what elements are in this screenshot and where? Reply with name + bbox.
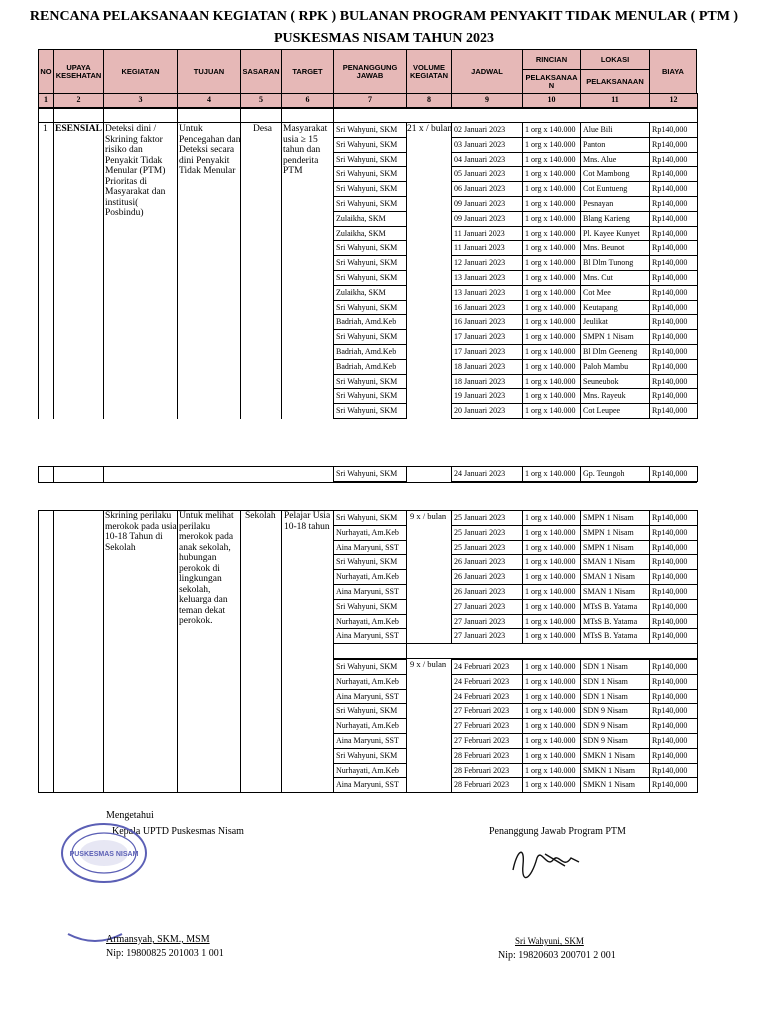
grid-line xyxy=(53,510,54,793)
target-pelajar: Pelajar Usia 10-18 tahun xyxy=(284,511,331,532)
row-number: 1 xyxy=(43,124,48,134)
grid-line xyxy=(697,466,698,482)
data-row-cell: 1 org x 140.000 xyxy=(522,466,581,482)
grid-line xyxy=(281,108,282,419)
data-row-cell: 1 org x 140.000 xyxy=(522,599,581,615)
data-row-cell: SDN 9 Nisam xyxy=(580,733,650,749)
data-row-cell: Sri Wahyuni, SKM xyxy=(333,240,407,256)
data-row-cell: Rp140,000 xyxy=(649,240,698,256)
grid-line xyxy=(103,466,104,482)
data-row-cell: MTsS B. Yatama xyxy=(580,628,650,644)
data-row-cell: 1 org x 140.000 xyxy=(522,748,581,764)
data-row-cell: 1 org x 140.000 xyxy=(522,703,581,719)
stamp-text: PUSKESMAS NISAM xyxy=(69,851,139,858)
data-row-cell: Rp140,000 xyxy=(649,614,698,630)
data-row-cell: Rp140,000 xyxy=(649,388,698,404)
data-row-cell: Rp140,000 xyxy=(649,554,698,570)
kepala-title: Kepala UPTD Puskesmas Nisam xyxy=(112,826,244,837)
data-row-cell: 02 Januari 2023 xyxy=(451,122,523,138)
data-row-cell: Badriah, Amd.Keb xyxy=(333,359,407,375)
data-row-cell: 19 Januari 2023 xyxy=(451,388,523,404)
data-row-cell: 1 org x 140.000 xyxy=(522,689,581,705)
volume-kegiatan: 9 x / bulan xyxy=(410,511,447,521)
column-number: 2 xyxy=(53,93,104,108)
data-row-cell: Sri Wahyuni, SKM xyxy=(333,329,407,345)
data-row-cell: 27 Februari 2023 xyxy=(451,733,523,749)
data-row-cell: 17 Januari 2023 xyxy=(451,344,523,360)
data-row-cell: Pesnayan xyxy=(580,196,650,212)
data-row-cell: Nurhayati, Am.Keb xyxy=(333,718,407,734)
data-row-cell: Sri Wahyuni, SKM xyxy=(333,166,407,182)
data-row-cell: Rp140,000 xyxy=(649,344,698,360)
data-row-cell: SDN 1 Nisam xyxy=(580,689,650,705)
data-row-cell: 09 Januari 2023 xyxy=(451,211,523,227)
grid-line xyxy=(38,122,697,123)
grid-line xyxy=(38,108,697,109)
data-row-cell: Rp140,000 xyxy=(649,255,698,271)
data-row-cell: Badriah, Amd.Keb xyxy=(333,314,407,330)
data-row-cell: Aina Maryuni, SST xyxy=(333,777,407,793)
data-row-cell: 06 Januari 2023 xyxy=(451,181,523,197)
empty-row xyxy=(333,643,698,659)
data-row-cell: Cot Mambong xyxy=(580,166,650,182)
data-row-cell: Keutapang xyxy=(580,300,650,316)
data-row-cell: SDN 1 Nisam xyxy=(580,674,650,690)
data-row-cell: MTsS B. Yatama xyxy=(580,614,650,630)
data-row-cell: Nurhayati, Am.Keb xyxy=(333,525,407,541)
data-row-cell: Sri Wahyuni, SKM xyxy=(333,554,407,570)
data-row-cell: 27 Februari 2023 xyxy=(451,703,523,719)
column-number: 1 xyxy=(38,93,54,108)
grid-line xyxy=(177,510,178,793)
data-row-cell: 1 org x 140.000 xyxy=(522,166,581,182)
official-stamp xyxy=(58,820,150,886)
data-row-cell: 27 Februari 2023 xyxy=(451,718,523,734)
header-biaya: BIAYA xyxy=(649,49,697,94)
data-row-cell: SMPN 1 Nisam xyxy=(580,329,650,345)
data-row-cell: Rp140,000 xyxy=(649,137,698,153)
pj-nip: Nip: 19820603 200701 2 001 xyxy=(498,950,616,961)
data-row-cell: 1 org x 140.000 xyxy=(522,659,581,675)
column-number: 7 xyxy=(333,93,407,108)
data-row-cell: Rp140,000 xyxy=(649,689,698,705)
data-row-cell: 18 Januari 2023 xyxy=(451,359,523,375)
data-row-cell: Rp140,000 xyxy=(649,510,698,526)
data-row-cell: Bl Dlm Geeneng xyxy=(580,344,650,360)
data-row-cell: Rp140,000 xyxy=(649,300,698,316)
header-rincian: RINCIAN xyxy=(522,49,581,70)
data-row-cell: 24 Februari 2023 xyxy=(451,689,523,705)
document-title: RENCANA PELAKSANAAN KEGIATAN ( RPK ) BULANAN PROGRAM PENYAKIT TIDAK MENULAR ( PTM ) xyxy=(29,9,739,24)
data-row-cell: Cot Mee xyxy=(580,285,650,301)
tujuan-pencegahan: Untuk Pencegahan dan Deteksi secara dini Penyakit Tidak Menular xyxy=(179,124,241,176)
column-number: 5 xyxy=(240,93,282,108)
data-row-cell: 25 Januari 2023 xyxy=(451,510,523,526)
header-rincian-pelaksanaan: PELAKSANAA N xyxy=(522,69,581,94)
grid-line xyxy=(697,510,698,793)
data-row-cell: 1 org x 140.000 xyxy=(522,255,581,271)
data-row-cell: 1 org x 140.000 xyxy=(522,584,581,600)
data-row-cell: Sri Wahyuni, SKM xyxy=(333,196,407,212)
data-row-cell: 27 Januari 2023 xyxy=(451,614,523,630)
data-row-cell: Rp140,000 xyxy=(649,525,698,541)
column-number: 3 xyxy=(103,93,178,108)
data-row-cell: 1 org x 140.000 xyxy=(522,240,581,256)
grid-line xyxy=(103,108,104,419)
data-row-cell: 1 org x 140.000 xyxy=(522,510,581,526)
data-row-cell: 1 org x 140.000 xyxy=(522,569,581,585)
data-row-cell: 26 Januari 2023 xyxy=(451,554,523,570)
data-row-cell: Sri Wahyuni, SKM xyxy=(333,748,407,764)
data-row-cell: Rp140,000 xyxy=(649,733,698,749)
data-row-cell: Aina Maryuni, SST xyxy=(333,689,407,705)
data-row-cell: 18 Januari 2023 xyxy=(451,374,523,390)
data-row-cell: Bl Dlm Tunong xyxy=(580,255,650,271)
data-row-cell: Rp140,000 xyxy=(649,584,698,600)
data-row-cell: 1 org x 140.000 xyxy=(522,285,581,301)
data-row-cell: MTsS B. Yatama xyxy=(580,599,650,615)
data-row-cell: 16 Januari 2023 xyxy=(451,300,523,316)
kepala-nip: Nip: 19800825 201003 1 001 xyxy=(106,948,224,959)
data-row-cell: Badriah, Amd.Keb xyxy=(333,344,407,360)
grid-line xyxy=(281,510,282,793)
grid-line xyxy=(38,108,39,419)
kepala-name: Armansyah, SKM., MSM xyxy=(106,934,210,945)
volume-kegiatan: 21 x / bulan xyxy=(407,124,453,134)
data-row-cell: Rp140,000 xyxy=(649,359,698,375)
data-row-cell: Sri Wahyuni, SKM xyxy=(333,300,407,316)
data-row-cell: 26 Januari 2023 xyxy=(451,569,523,585)
header-no: NO xyxy=(38,49,54,94)
data-row-cell: 1 org x 140.000 xyxy=(522,777,581,793)
data-row-cell: Rp140,000 xyxy=(649,599,698,615)
data-row-cell: 20 Januari 2023 xyxy=(451,403,523,419)
data-row-cell: Zulaikha, SKM xyxy=(333,226,407,242)
upaya-kesehatan: ESENSIAL xyxy=(55,124,102,134)
data-row-cell: 04 Januari 2023 xyxy=(451,152,523,168)
column-number: 11 xyxy=(580,93,650,108)
data-row-cell: 16 Januari 2023 xyxy=(451,314,523,330)
data-row-cell: 13 Januari 2023 xyxy=(451,270,523,286)
data-row-cell: Nurhayati, Am.Keb xyxy=(333,763,407,779)
data-row-cell: Sri Wahyuni, SKM xyxy=(333,270,407,286)
sasaran-sekolah: Sekolah xyxy=(245,511,276,521)
data-row-cell: Sri Wahyuni, SKM xyxy=(333,122,407,138)
header-lokasi-pelaksanaan: PELAKSANAAN xyxy=(580,69,650,94)
data-row-cell: Rp140,000 xyxy=(649,152,698,168)
data-row-cell: 27 Januari 2023 xyxy=(451,599,523,615)
data-row-cell: 1 org x 140.000 xyxy=(522,314,581,330)
column-number: 9 xyxy=(451,93,523,108)
data-row-cell: Rp140,000 xyxy=(649,763,698,779)
data-row-cell: 28 Februari 2023 xyxy=(451,777,523,793)
data-row-cell: 1 org x 140.000 xyxy=(522,181,581,197)
data-row-cell: Sri Wahyuni, SKM xyxy=(333,599,407,615)
data-row-cell: Rp140,000 xyxy=(649,196,698,212)
header-sasaran: SASARAN xyxy=(240,49,282,94)
data-row-cell: Rp140,000 xyxy=(649,270,698,286)
grid-line xyxy=(53,466,54,482)
data-row-cell: Rp140,000 xyxy=(649,569,698,585)
data-row-cell: 09 Januari 2023 xyxy=(451,196,523,212)
signature-scribble xyxy=(505,840,585,885)
data-row-cell: 24 Februari 2023 xyxy=(451,674,523,690)
data-row-cell: Rp140,000 xyxy=(649,718,698,734)
data-row-cell: 28 Februari 2023 xyxy=(451,748,523,764)
grid-line xyxy=(240,510,241,793)
data-row-cell: SMKN 1 Nisam xyxy=(580,763,650,779)
data-row-cell: Rp140,000 xyxy=(649,466,698,482)
data-row-cell: 25 Januari 2023 xyxy=(451,540,523,556)
grid-line xyxy=(38,466,697,467)
grid-line xyxy=(38,792,697,793)
grid-line xyxy=(333,108,334,419)
header-upaya: UPAYA KESEHATAN xyxy=(53,49,104,94)
data-row-cell: Paloh Mambu xyxy=(580,359,650,375)
data-row-cell: SMKN 1 Nisam xyxy=(580,748,650,764)
data-row-cell: Sri Wahyuni, SKM xyxy=(333,466,407,482)
data-row-cell: SDN 9 Nisam xyxy=(580,703,650,719)
data-row-cell: 1 org x 140.000 xyxy=(522,374,581,390)
data-row-cell: Rp140,000 xyxy=(649,628,698,644)
data-row-cell: 13 Januari 2023 xyxy=(451,285,523,301)
data-row-cell: Pl. Kayee Kunyet xyxy=(580,226,650,242)
data-row-cell: Cot Euntueng xyxy=(580,181,650,197)
data-row-cell: Rp140,000 xyxy=(649,166,698,182)
data-row-cell: Rp140,000 xyxy=(649,403,698,419)
data-row-cell: Rp140,000 xyxy=(649,659,698,675)
data-row-cell: 27 Januari 2023 xyxy=(451,628,523,644)
data-row-cell: Rp140,000 xyxy=(649,122,698,138)
grid-line xyxy=(38,466,39,482)
grid-line xyxy=(103,510,104,793)
data-row-cell: Sri Wahyuni, SKM xyxy=(333,388,407,404)
data-row-cell: Sri Wahyuni, SKM xyxy=(333,703,407,719)
data-row-cell: SMAN 1 Nisam xyxy=(580,584,650,600)
data-row-cell: SDN 1 Nisam xyxy=(580,659,650,675)
grid-line xyxy=(333,510,334,793)
data-row-cell: Sri Wahyuni, SKM xyxy=(333,374,407,390)
data-row-cell: Rp140,000 xyxy=(649,374,698,390)
header-kegiatan: KEGIATAN xyxy=(103,49,178,94)
data-row-cell: Sri Wahyuni, SKM xyxy=(333,255,407,271)
data-row-cell: Blang Karieng xyxy=(580,211,650,227)
grid-line xyxy=(177,108,178,419)
data-row-cell: 1 org x 140.000 xyxy=(522,137,581,153)
column-number: 10 xyxy=(522,93,581,108)
data-row-cell: 25 Januari 2023 xyxy=(451,525,523,541)
data-row-cell: 03 Januari 2023 xyxy=(451,137,523,153)
header-lokasi: LOKASI xyxy=(580,49,650,70)
data-row-cell: Nurhayati, Am.Keb xyxy=(333,674,407,690)
column-number: 6 xyxy=(281,93,334,108)
data-row-cell: 1 org x 140.000 xyxy=(522,733,581,749)
sasaran-desa: Desa xyxy=(253,124,272,134)
data-row-cell: 1 org x 140.000 xyxy=(522,628,581,644)
header-volume: VOLUME KEGIATAN xyxy=(406,49,452,94)
data-row-cell: 17 Januari 2023 xyxy=(451,329,523,345)
data-row-cell: 1 org x 140.000 xyxy=(522,388,581,404)
data-row-cell: 1 org x 140.000 xyxy=(522,300,581,316)
grid-line xyxy=(38,510,39,793)
data-row-cell: SMKN 1 Nisam xyxy=(580,777,650,793)
data-row-cell: Rp140,000 xyxy=(649,674,698,690)
data-row-cell: Rp140,000 xyxy=(649,181,698,197)
data-row-cell: Zulaikha, SKM xyxy=(333,285,407,301)
pj-title: Penanggung Jawab Program PTM xyxy=(489,826,626,837)
data-row-cell: Rp140,000 xyxy=(649,540,698,556)
data-row-cell: SMAN 1 Nisam xyxy=(580,569,650,585)
data-row-cell: Sri Wahyuni, SKM xyxy=(333,659,407,675)
data-row-cell: Nurhayati, Am.Keb xyxy=(333,569,407,585)
data-row-cell: Jeulikat xyxy=(580,314,650,330)
column-number: 8 xyxy=(406,93,452,108)
data-row-cell: SMPN 1 Nisam xyxy=(580,525,650,541)
data-row-cell: 1 org x 140.000 xyxy=(522,718,581,734)
data-row-cell: 1 org x 140.000 xyxy=(522,525,581,541)
header-target: TARGET xyxy=(281,49,334,94)
data-row-cell: 11 Januari 2023 xyxy=(451,240,523,256)
data-row-cell: 1 org x 140.000 xyxy=(522,359,581,375)
data-row-cell: Mns. Rayeuk xyxy=(580,388,650,404)
kegiatan-deteksi-dini: Deteksi dini / Skrining faktor risiko dan Penyakit Tidak Menular (PTM) Prioritas di Masyarakat dan institusi( Posbindu) xyxy=(105,124,166,218)
data-row-cell: Sri Wahyuni, SKM xyxy=(333,152,407,168)
data-row-cell: 1 org x 140.000 xyxy=(522,329,581,345)
data-row-cell: Rp140,000 xyxy=(649,329,698,345)
data-row-cell: Rp140,000 xyxy=(649,226,698,242)
data-row-cell: 1 org x 140.000 xyxy=(522,226,581,242)
data-row-cell: Sri Wahyuni, SKM xyxy=(333,403,407,419)
data-row-cell: Aina Maryuni, SST xyxy=(333,733,407,749)
pj-name: Sri Wahyuni, SKM xyxy=(515,936,584,946)
data-row-cell: 24 Februari 2023 xyxy=(451,659,523,675)
data-row-cell: 1 org x 140.000 xyxy=(522,763,581,779)
data-row-cell: 1 org x 140.000 xyxy=(522,152,581,168)
data-row-cell: Panton xyxy=(580,137,650,153)
data-row-cell: 24 Januari 2023 xyxy=(451,466,523,482)
data-row-cell: Rp140,000 xyxy=(649,703,698,719)
data-row-cell: Rp140,000 xyxy=(649,748,698,764)
data-row-cell: Rp140,000 xyxy=(649,285,698,301)
target-masyarakat: Masyarakat usia ≥ 15 tahun dan penderita PTM xyxy=(283,124,328,176)
data-row-cell: Zulaikha, SKM xyxy=(333,211,407,227)
data-row-cell: 05 Januari 2023 xyxy=(451,166,523,182)
data-row-cell: Gp. Teungoh xyxy=(580,466,650,482)
data-row-cell: 26 Januari 2023 xyxy=(451,584,523,600)
data-row-cell: Seuneubok xyxy=(580,374,650,390)
document-subtitle: PUSKESMAS NISAM TAHUN 2023 xyxy=(273,31,494,46)
data-row-cell: Alue Bili xyxy=(580,122,650,138)
data-row-cell: 1 org x 140.000 xyxy=(522,403,581,419)
data-row-cell: 1 org x 140.000 xyxy=(522,554,581,570)
data-row-cell: Mns. Alue xyxy=(580,152,650,168)
data-row-cell: SDN 9 Nisam xyxy=(580,718,650,734)
data-row-cell: Rp140,000 xyxy=(649,314,698,330)
data-row-cell: SMPN 1 Nisam xyxy=(580,540,650,556)
data-row-cell: 11 Januari 2023 xyxy=(451,226,523,242)
data-row-cell: Aina Maryuni, SST xyxy=(333,628,407,644)
data-row-cell: 1 org x 140.000 xyxy=(522,614,581,630)
data-row-cell: 1 org x 140.000 xyxy=(522,211,581,227)
data-row-cell: Nurhayati, Am.Keb xyxy=(333,614,407,630)
grid-line xyxy=(53,108,54,419)
header-tujuan: TUJUAN xyxy=(177,49,241,94)
data-row-cell: 1 org x 140.000 xyxy=(522,344,581,360)
data-row-cell: 28 Februari 2023 xyxy=(451,763,523,779)
header-penanggung-jawab: PENANGGUNG JAWAB xyxy=(333,49,407,94)
mengetahui-label: Mengetahui xyxy=(106,810,154,821)
data-row-cell: 1 org x 140.000 xyxy=(522,196,581,212)
data-row-cell: Sri Wahyuni, SKM xyxy=(333,181,407,197)
data-row-cell: Mns. Beunot xyxy=(580,240,650,256)
data-row-cell: 1 org x 140.000 xyxy=(522,270,581,286)
column-number: 12 xyxy=(649,93,698,108)
data-row-cell: 12 Januari 2023 xyxy=(451,255,523,271)
data-row-cell: Aina Maryuni, SST xyxy=(333,540,407,556)
data-row-cell: Rp140,000 xyxy=(649,777,698,793)
kegiatan-skrining-merokok: Skrining perilaku merokok pada usia 10-18 Tahun di Sekolah xyxy=(105,511,177,553)
data-row-cell: SMAN 1 Nisam xyxy=(580,554,650,570)
data-row-cell: Mns. Cut xyxy=(580,270,650,286)
data-row-cell: Sri Wahyuni, SKM xyxy=(333,137,407,153)
tujuan-perilaku-merokok: Untuk melihat perilaku merokok pada anak sekolah, hubungan perokok di lingkungan sekolah, keluarga dan teman dekat perokok. xyxy=(179,511,234,626)
volume-kegiatan: 9 x / bulan xyxy=(410,659,447,669)
data-row-cell: 1 org x 140.000 xyxy=(522,540,581,556)
header-jadwal: JADWAL xyxy=(451,49,523,94)
grid-line xyxy=(406,510,407,793)
grid-line xyxy=(697,108,698,419)
grid-line xyxy=(240,108,241,419)
data-row-cell: 1 org x 140.000 xyxy=(522,674,581,690)
grid-line xyxy=(38,482,697,483)
data-row-cell: Rp140,000 xyxy=(649,211,698,227)
data-row-cell: Cot Leupee xyxy=(580,403,650,419)
data-row-cell: 1 org x 140.000 xyxy=(522,122,581,138)
data-row-cell: Sri Wahyuni, SKM xyxy=(333,510,407,526)
data-row-cell: SMPN 1 Nisam xyxy=(580,510,650,526)
column-number: 4 xyxy=(177,93,241,108)
data-row-cell: Aina Maryuni, SST xyxy=(333,584,407,600)
